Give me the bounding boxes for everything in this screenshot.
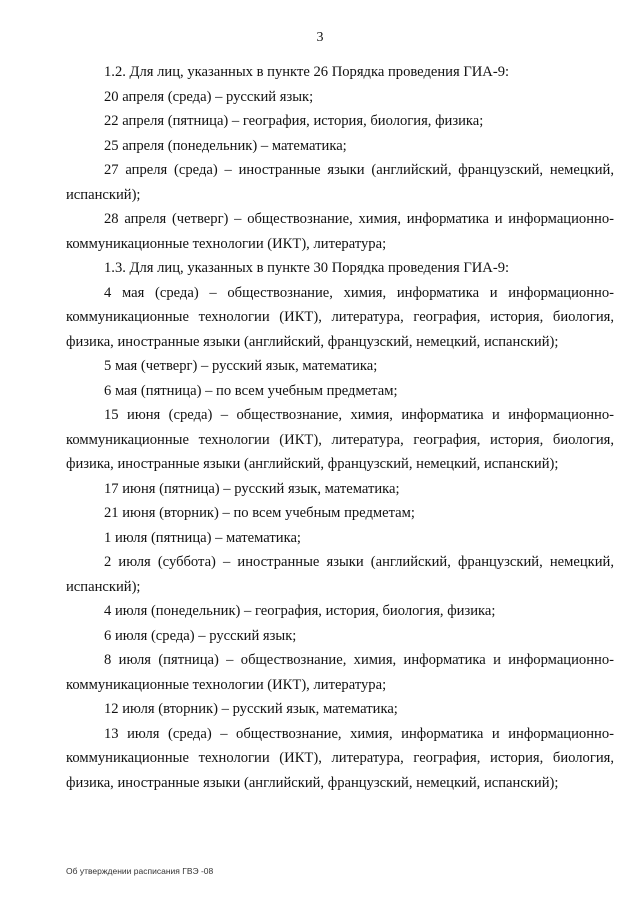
document-footer: Об утверждении расписания ГВЭ -08 — [66, 866, 214, 876]
schedule-item: 22 апреля (пятница) – география, история, биология, физика; — [104, 113, 484, 129]
schedule-item: 5 мая (четверг) – русский язык, математика; — [104, 358, 378, 374]
schedule-item: 15 июня (среда) – обществознание, химия, информатика и информационно-коммуникационные технологии (ИКТ), литература, география, история, биология, физика, иностранные языки (английский, французский, немецкий, испанский); — [66, 407, 614, 472]
section-heading: 1.3. Для лиц, указанных в пункте 30 Порядка проведения ГИА-9: — [104, 260, 510, 276]
schedule-item: 13 июля (среда) – обществознание, химия, информатика и информационно-коммуникационные технологии (ИКТ), литература, география, история, биология, физика, иностранные языки (английский, французский, немецкий, испанский); — [66, 725, 614, 791]
schedule-item: 4 июля (понедельник) – география, история, биология, физика; — [104, 603, 496, 619]
schedule-item: 20 апреля (среда) – русский язык; — [104, 88, 314, 105]
schedule-item: 2 июля (суббота) – иностранные языки (английский, французский, немецкий, испанский); — [66, 554, 614, 595]
section-heading: 1.2. Для лиц, указанных в пункте 26 Порядка проведения ГИА-9: — [104, 64, 510, 80]
page-number: 3 — [316, 30, 324, 45]
schedule-item: 27 апреля (среда) – иностранные языки (английский, французский, немецкий, испанский); — [66, 162, 614, 203]
schedule-item: 6 мая (пятница) – по всем учебным предметам; — [104, 382, 398, 399]
schedule-item: 6 июля (среда) – русский язык; — [104, 627, 297, 644]
schedule-item: 1 июля (пятница) – математика; — [104, 529, 301, 546]
schedule-item: 12 июля (вторник) – русский язык, математика; — [104, 701, 398, 717]
schedule-text — [66, 60, 614, 795]
schedule-item: 25 апреля (понедельник) – математика; — [104, 137, 347, 154]
schedule-item: 17 июня (пятница) – русский язык, математика; — [104, 480, 400, 497]
schedule-item: 8 июля (пятница) – обществознание, химия, информатика и информационно-коммуникационные технологии (ИКТ), литература; — [66, 652, 614, 693]
schedule-item: 21 июня (вторник) – по всем учебным предметам; — [104, 505, 415, 521]
schedule-item: 28 апреля (четверг) – обществознание, химия, информатика и информационно-коммуникационные технологии (ИКТ), литература; — [66, 211, 614, 252]
schedule-item: 4 мая (среда) – обществознание, химия, информатика и информационно-коммуникационные технологии (ИКТ), литература, география, история, биология, физика, иностранные языки (английский, французский, немецкий, испанский); — [66, 284, 614, 350]
